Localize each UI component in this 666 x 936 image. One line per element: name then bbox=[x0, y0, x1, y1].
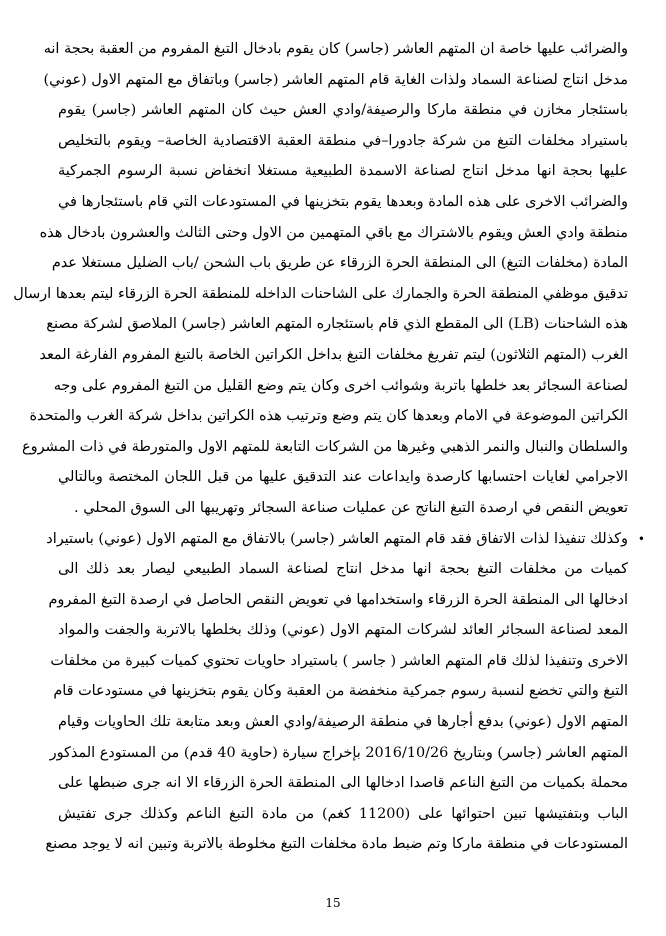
text-line: المتهم الاول (عوني) بدفع أجارها في منطقة الرصيفة/وادي العش وبعد متابعة تلك الحاويات وقيام bbox=[58, 714, 628, 731]
text-line: المستودعات في منطقة ماركا وتم ضبط مادة مخلفات التبغ مخلوطة بالاتربة وتبين انه لا يوجد مصنع bbox=[45, 836, 628, 853]
text-line: المعد لصناعة السجائر العائد لشركات المتهم الاول (عوني) وذلك بخلطها بالاتربة والجفت والمواد bbox=[58, 622, 628, 639]
bullet-line-text: وكذلك تنفيذا لذات الاتفاق فقد قام المتهم العاشر (جاسر) بالاتفاق مع المتهم الاول (عوني) باستيراد bbox=[46, 530, 628, 547]
text-line: الاجرامي لغايات احتسابها كارصدة وايداعات عند التدقيق عليها من قبل اللجان المختصة وبالتالي bbox=[58, 469, 628, 486]
text-line: باستئجار مخازن في منطقة ماركا والرصيفة/وادي العش حيث كان المتهم العاشر (جاسر) يقوم bbox=[58, 102, 628, 119]
text-line: تدقيق موظفي المنطقة الحرة والجمارك على الشاحنات الداخله للمنطقة الحرة الزرقاء ليتم بعدها ارسال bbox=[13, 285, 628, 302]
text-line: الكراتين الموضوعة في الامام وبعدها كان يتم وضع وترتيب هذه الكراتين بداخل شركة الغرب والمتحدة bbox=[29, 408, 628, 425]
text-line: تعويض النقص في ارصدة التبغ الناتج عن عمليات صناعة السجائر وتهريبها الى السوق المحلي . bbox=[74, 499, 628, 516]
text-line: محملة بكميات من التبغ الناعم قاصدا ادخالها الى المنطقة الحرة الزرقاء الا انه جرى ضبطها على bbox=[58, 775, 628, 792]
text-line: والضرائب الاخرى على هذه المادة وبعدها يقوم بتخزينها في المستودعات التي قام باستئجارها في bbox=[58, 193, 628, 210]
text-line: كميات من مخلفات التبغ بحجة انها مدخل انتاج لصناعة السماد الطبيعي ليصار بعد ذلك الى bbox=[58, 561, 628, 578]
text-line: هذه الشاحنات (LB) الى المقطع الذي قام باستئجاره المتهم العاشر (جاسر) الملاصق لشركة مصنع bbox=[46, 316, 628, 333]
text-line: عليها بحجة انها مدخل انتاج لصناعة الاسمدة الطبيعية مستغلا انخفاض نسبة الرسوم الجمركية bbox=[58, 163, 628, 180]
text-line: مدخل انتاج لصناعة السماد ولذات الغاية قام المتهم العاشر (جاسر) وباتفاق مع المتهم الاول (عوني) bbox=[43, 71, 628, 88]
text-line: باستيراد مخلفات التبغ من شركة جادورا–في منطقة العقبة الاقتصادية الخاصة– ويقوم بالتخليص bbox=[58, 132, 628, 149]
text-line: منطقة وادي العش ويقوم بالاشتراك مع باقي المتهمين من الاول وحتى الثالث والعشرون بادخال هذه bbox=[39, 224, 628, 241]
text-line: ادخالها الى المنطقة الحرة الزرقاء واستخدامها في تعويض النقص الحاصل في ارصدة التبغ المفروم bbox=[48, 591, 628, 608]
text-line: الباب وبتفتيشها تبين احتوائها على (11200 كغم) من مادة التبغ الناعم وكذلك جرى تفتيش bbox=[58, 805, 628, 822]
bullet-paragraph-first-line bbox=[46, 524, 645, 555]
text-line: التبغ والتي تخضع لنسبة رسوم جمركية منخفضة من العقبة وكان يقوم بتخزينها في مستودعات قام bbox=[53, 683, 628, 700]
text-line: المتهم العاشر (جاسر) وبتاريخ 2016/10/26 بإخراج سيارة (حاوية 40 قدم) من المستودع المذكور bbox=[49, 744, 628, 761]
bullet-icon: • bbox=[637, 531, 645, 546]
text-line: الغرب (المتهم الثلاثون) ليتم تفريغ مخلفات التبغ بداخل الكراتين الخاصة بالتبغ المفروم الفارغة المعد bbox=[39, 346, 628, 363]
text-line: والضرائب عليها خاصة ان المتهم العاشر (جاسر) كان يقوم بادخال التبغ المفروم من العقبة بحجة انه bbox=[43, 41, 628, 57]
text-line: والسلطان والنبال والنمر الذهبي وغيرها من الشركات التابعة للمتهم الاول والمتورطة في ذات المشروع bbox=[22, 438, 628, 455]
text-line: الاخرى وتنفيذا لذلك قام المتهم العاشر ( جاسر ) باستيراد حاويات تحتوي كميات كبيرة من مخلفات bbox=[50, 652, 628, 669]
text-line: لصناعة السجائر بعد خلطها باتربة وشوائب اخرى وكان يتم وضع القليل من التبغ المفروم على وجه bbox=[53, 377, 628, 394]
text-line: المادة (مخلفات التبغ) الى المنطقة الحرة الزرقاء عن طريق باب الشحن /باب الضليل مستغلا عدم bbox=[51, 255, 628, 272]
page-number: 15 bbox=[325, 896, 341, 910]
body-text bbox=[13, 34, 645, 860]
